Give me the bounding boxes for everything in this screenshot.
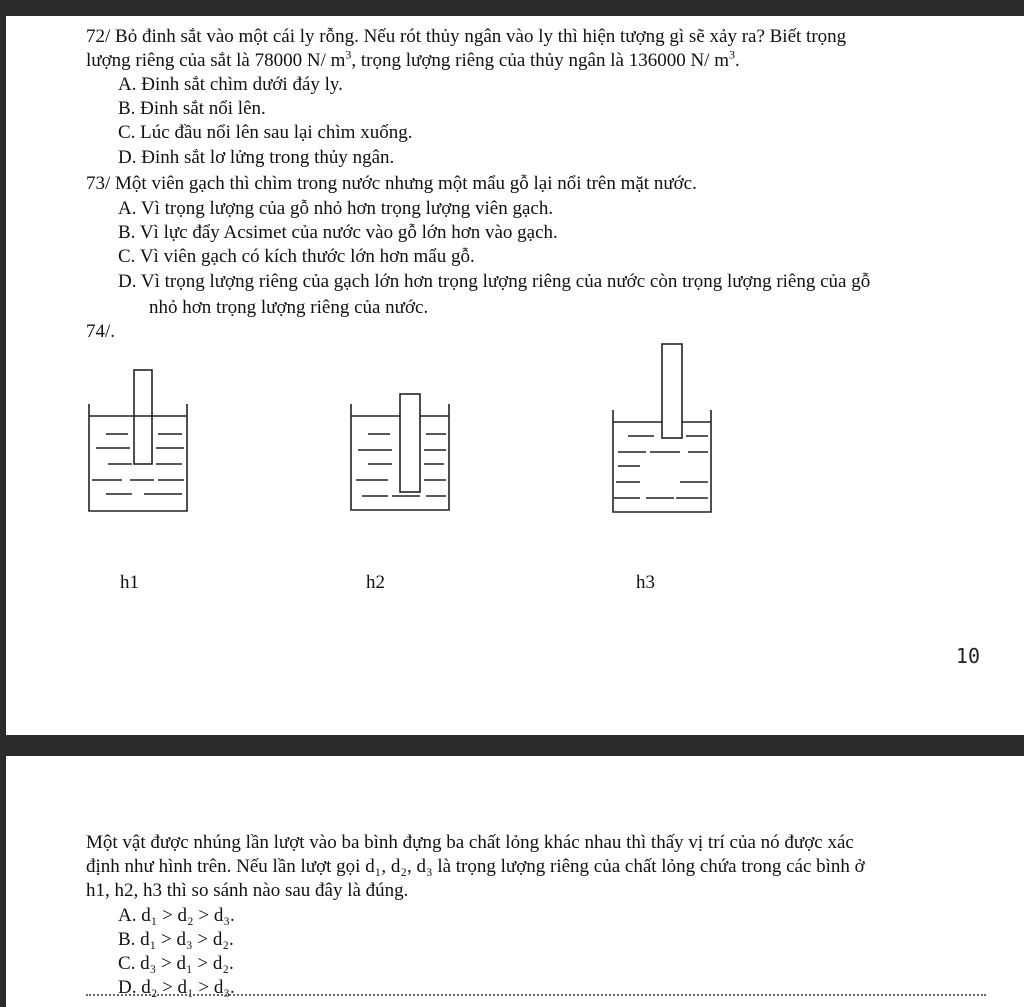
page-2 — [6, 756, 1024, 1007]
q72-option-d: D. Đinh sắt lơ lửng trong thủy ngân. — [118, 147, 395, 168]
q73-option-a: A. Vì trọng lượng của gỗ nhỏ hơn trọng lượng viên gạch. — [118, 198, 554, 219]
q74-option-c: C. d₃ > d₁ > d₂. — [118, 953, 234, 974]
q72-line-1: 72/ Bỏ đinh sắt vào một cái ly rỗng. Nếu rót thủy ngân vào ly thì hiện tượng gì sẽ xảy ra? Biết trọng — [86, 26, 847, 47]
q72-sup-1: 3 — [345, 47, 352, 62]
q74-text-line-2: định như hình trên. Nếu lần lượt gọi d₁, d₂, d₃ là trọng lượng riêng của chất lỏng chứa trong các bình ở — [86, 856, 865, 877]
q74-label: 74/. — [86, 321, 116, 342]
figure-label-h1: h1 — [120, 572, 139, 593]
beaker-h1-drawing — [86, 366, 196, 516]
q73-question: 73/ Một viên gạch thì chìm trong nước nhưng một mẩu gỗ lại nổi trên mặt nước. — [86, 173, 697, 194]
q72-text-b: , trọng lượng riêng của thủy ngân là 136000 N/ m — [351, 50, 729, 71]
next-line-cut-off — [86, 994, 986, 1002]
page-1 — [6, 16, 1024, 735]
figure-label-h3: h3 — [636, 572, 655, 593]
q73-option-b: B. Vì lực đẩy Acsimet của nước vào gỗ lớn hơn vào gạch. — [118, 222, 558, 243]
q73-option-d: D. Vì trọng lượng riêng của gạch lớn hơn trọng lượng riêng của nước còn trọng lượng riêng của gỗ — [118, 271, 871, 292]
q72-line-2 — [86, 47, 740, 72]
q72-text-a: lượng riêng của sắt là 78000 N/ m — [86, 50, 346, 71]
figure-h1 — [86, 366, 196, 516]
figure-h3 — [610, 342, 720, 516]
q72-option-b: B. Đinh sắt nổi lên. — [118, 98, 266, 119]
q74-option-d: D. d₂ > d₁ > d₃. — [118, 977, 235, 998]
figure-label-h2: h2 — [366, 572, 385, 593]
q74-text-line-1: Một vật được nhúng lần lượt vào ba bình đựng ba chất lỏng khác nhau thì thấy vị trí của nó được xác — [86, 832, 854, 853]
q74-option-a: A. d₁ > d₂ > d₃. — [118, 905, 235, 926]
q72-option-c: C. Lúc đầu nổi lên sau lại chìm xuống. — [118, 122, 413, 143]
q72-option-a: A. Đinh sắt chìm dưới đáy ly. — [118, 74, 343, 95]
q74-text-line-3: h1, h2, h3 thì so sánh nào sau đây là đúng. — [86, 880, 409, 901]
q74-option-b: B. d₁ > d₃ > d₂. — [118, 929, 234, 950]
q73-option-c: C. Vì viên gạch có kích thước lớn hơn mẩu gỗ. — [118, 246, 475, 267]
page-number: 10 — [955, 644, 980, 668]
figure-h2 — [348, 392, 458, 516]
beaker-h2-drawing — [348, 392, 458, 516]
q72-text-c: . — [734, 50, 740, 71]
q73-option-d-cont: nhỏ hơn trọng lượng riêng của nước. — [149, 297, 429, 318]
beaker-h3-drawing — [610, 342, 720, 516]
q72-sup-2: 3 — [728, 47, 735, 62]
